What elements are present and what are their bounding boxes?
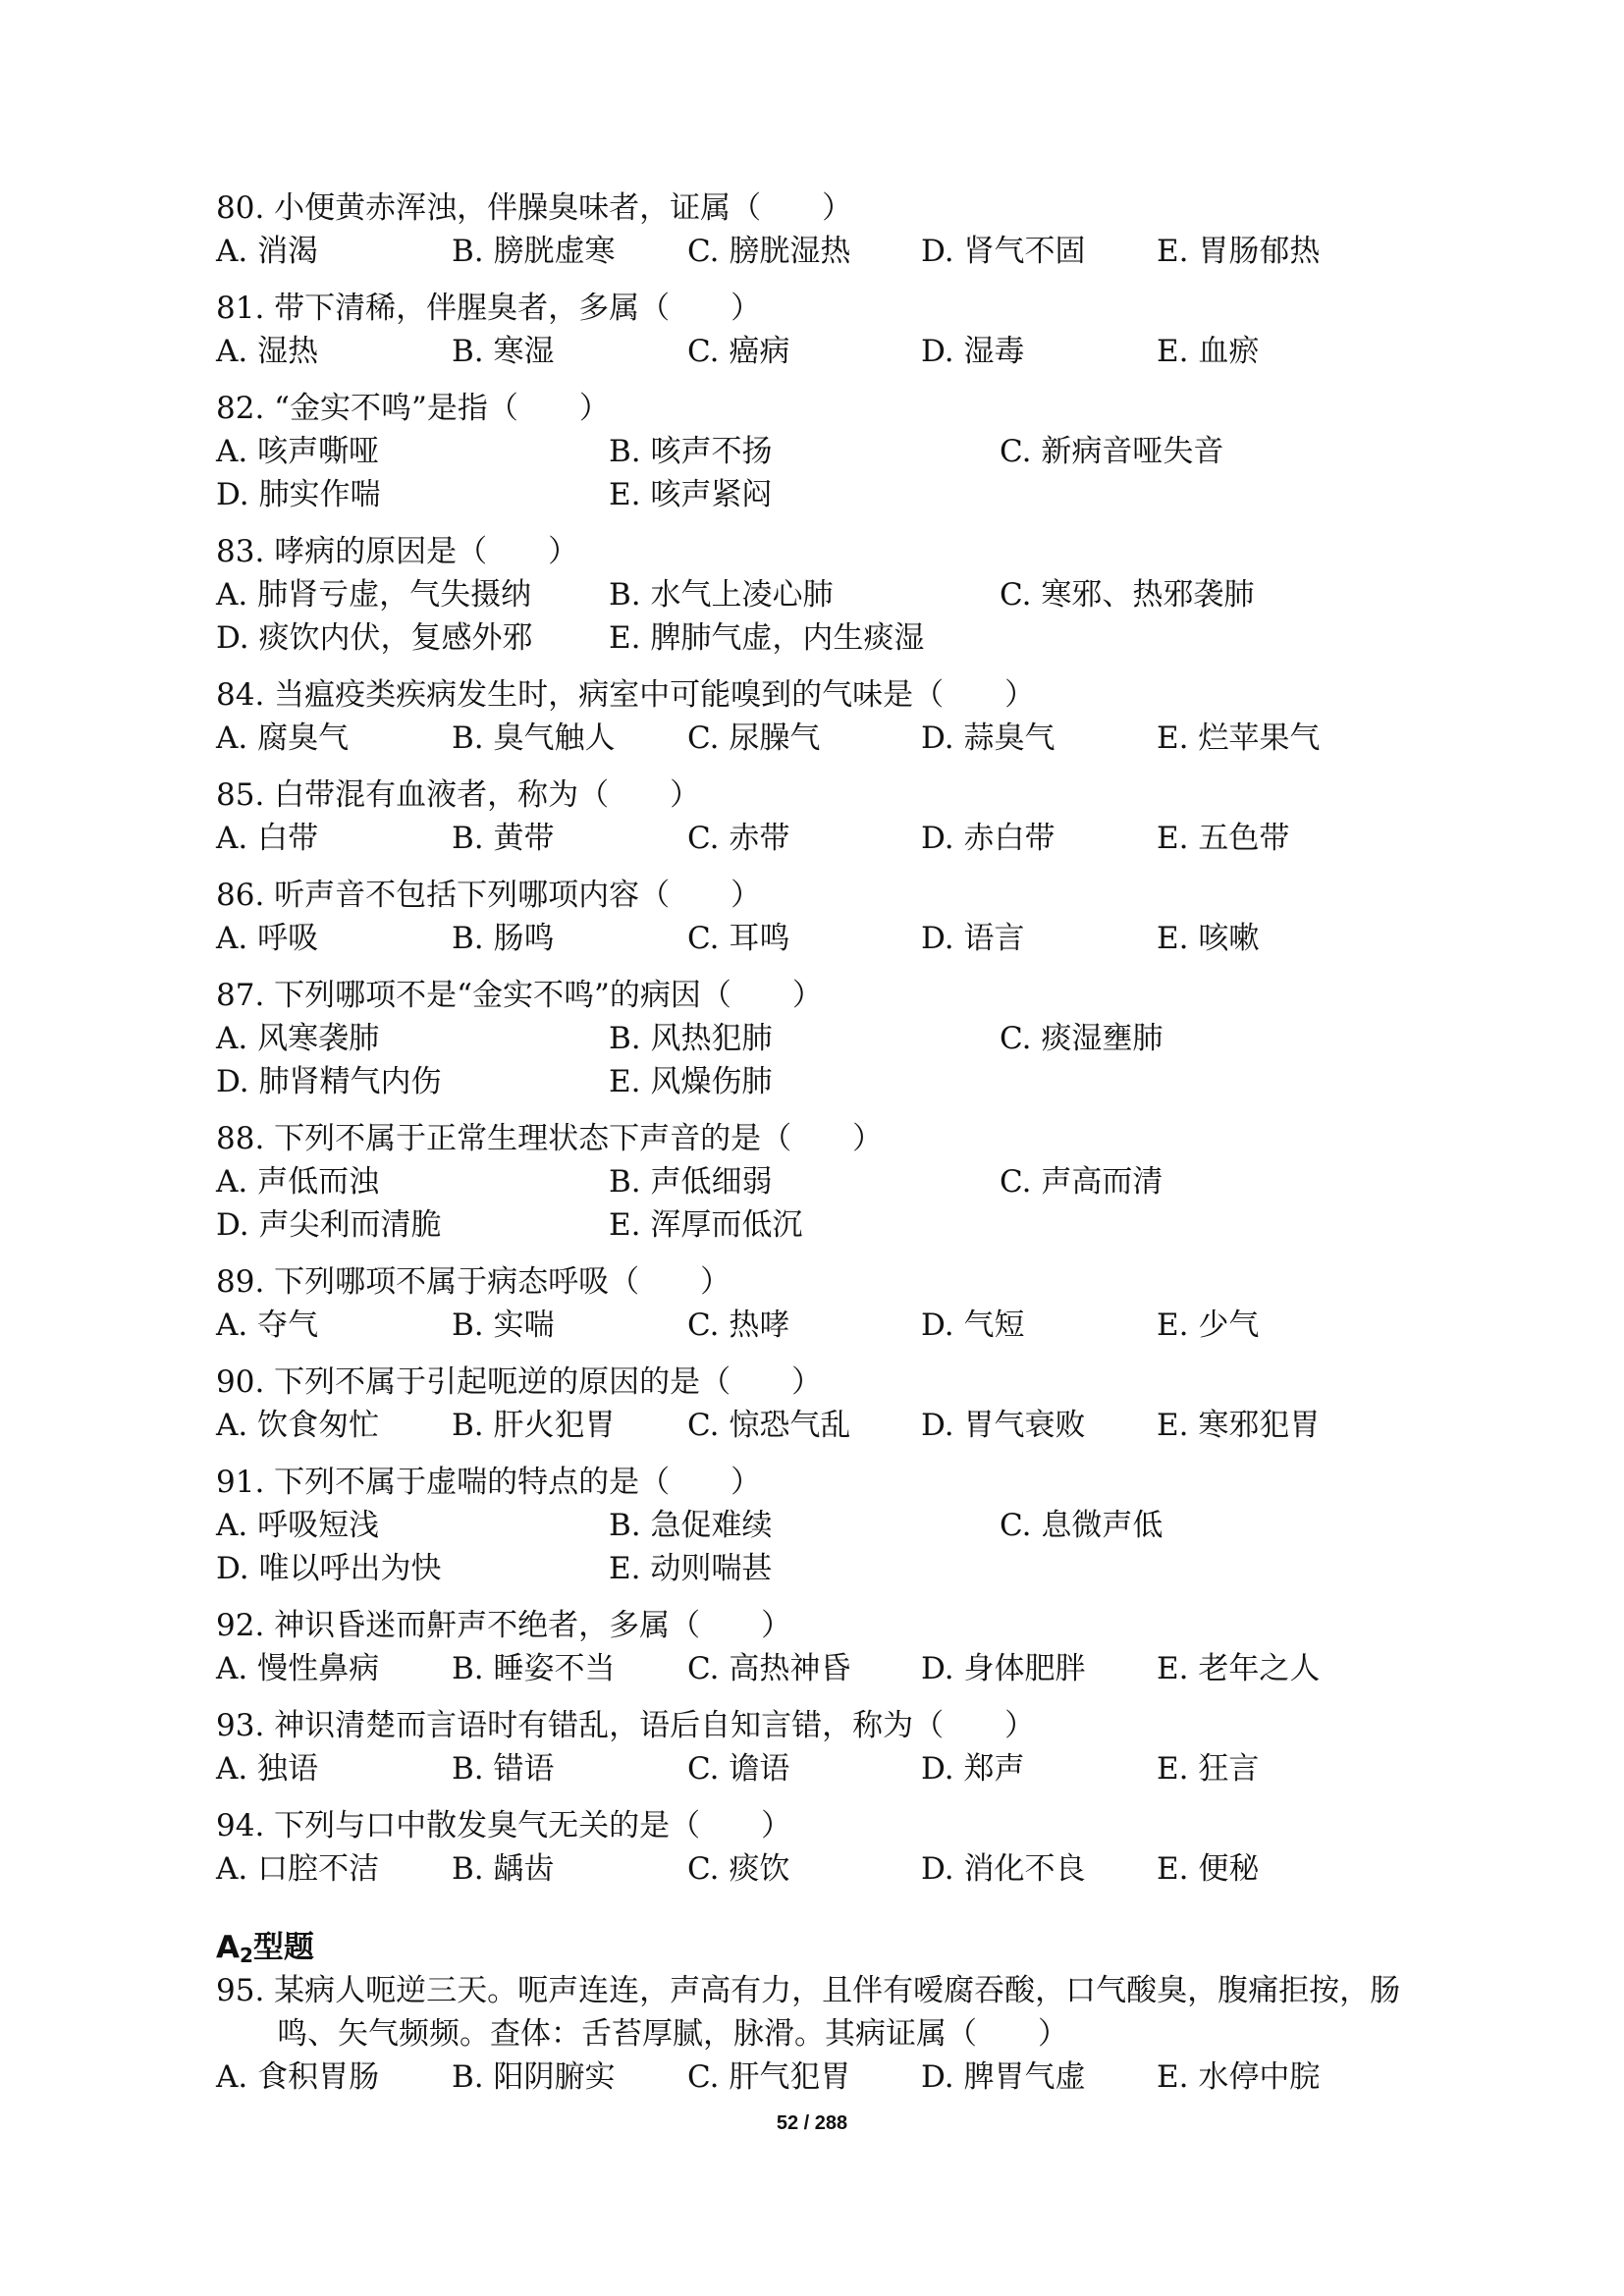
question-80 [216, 187, 1428, 273]
question-stem: 86. 听声音不包括下列哪项内容（ ） [216, 878, 762, 913]
option-b: B. 寒湿 [452, 334, 555, 369]
option-d: D. 郑声 [921, 1751, 1025, 1787]
question-stem: 87. 下列哪项不是“金实不鸣”的病因（ ） [216, 978, 823, 1013]
option-a: A. 肺肾亏虚，气失摄纳 [216, 577, 532, 613]
option-b: B. 睡姿不当 [452, 1651, 616, 1686]
option-e: E. 水停中脘 [1157, 2059, 1321, 2095]
option-b: B. 水气上凌心肺 [609, 577, 834, 613]
option-c: C. 声高而清 [1000, 1164, 1164, 1200]
option-d: D. 肾气不固 [921, 234, 1086, 269]
option-row [216, 1404, 1428, 1447]
option-a: A. 夺气 [216, 1308, 319, 1343]
question-stem: 93. 神识清楚而言语时有错乱，语后自知言错，称为（ ） [216, 1708, 1036, 1743]
option-b: B. 咳声不扬 [609, 434, 773, 469]
question-stem: 81. 带下清稀，伴腥臭者，多属（ ） [216, 291, 762, 326]
option-e: E. 浑厚而低沉 [609, 1207, 803, 1243]
option-d: D. 唯以呼出为快 [216, 1551, 442, 1586]
question-stem: 88. 下列不属于正常生理状态下声音的是（ ） [216, 1121, 884, 1156]
option-e: E. 烂苹果气 [1157, 721, 1321, 756]
option-d: D. 脾胃气虚 [921, 2059, 1086, 2095]
question-stem: 83. 哮病的原因是（ ） [216, 534, 579, 569]
option-row [216, 1647, 1428, 1690]
option-row [216, 1747, 1428, 1790]
option-row [216, 230, 1428, 273]
option-b: B. 错语 [452, 1751, 555, 1787]
option-row [216, 1017, 1428, 1060]
option-c: C. 尿臊气 [687, 721, 821, 756]
option-row [216, 1504, 1428, 1547]
option-c: C. 寒邪、热邪袭肺 [1000, 577, 1255, 613]
option-e: E. 胃肠郁热 [1157, 234, 1321, 269]
question-83 [216, 530, 1428, 660]
option-d: D. 蒜臭气 [921, 721, 1056, 756]
option-a: A. 咳声嘶哑 [216, 434, 380, 469]
option-a: A. 腐臭气 [216, 721, 350, 756]
question-89 [216, 1260, 1428, 1347]
option-d: D. 肺肾精气内伤 [216, 1064, 442, 1099]
option-e: E. 少气 [1157, 1308, 1260, 1343]
option-b: B. 阳阴腑实 [452, 2059, 616, 2095]
question-81 [216, 287, 1428, 373]
option-row [216, 2056, 1428, 2099]
option-c: C. 膀胱湿热 [687, 234, 851, 269]
question-stem: 85. 白带混有血液者，称为（ ） [216, 777, 701, 813]
option-b: B. 黄带 [452, 821, 555, 856]
option-d: D. 胃气衰败 [921, 1408, 1086, 1443]
option-row [216, 1847, 1428, 1891]
option-row [216, 717, 1428, 760]
option-e: E. 狂言 [1157, 1751, 1260, 1787]
option-row [216, 1547, 1428, 1590]
question-93 [216, 1704, 1428, 1790]
option-a: A. 湿热 [216, 334, 319, 369]
section-label-main: A [216, 1930, 240, 1965]
option-row [216, 430, 1428, 473]
section-label-subscript: 2 [240, 1944, 253, 1967]
option-c: C. 肝气犯胃 [687, 2059, 851, 2095]
option-e: E. 五色带 [1157, 821, 1290, 856]
option-a: A. 声低而浊 [216, 1164, 380, 1200]
option-d: D. 赤白带 [921, 821, 1056, 856]
option-row [216, 817, 1428, 860]
question-88 [216, 1117, 1428, 1247]
question-95 [216, 1969, 1428, 2099]
option-d: D. 痰饮内伏，复感外邪 [216, 620, 533, 656]
option-row [216, 616, 1428, 660]
option-a: A. 口腔不洁 [216, 1851, 380, 1887]
option-b: B. 肠鸣 [452, 921, 555, 956]
question-stem: 84. 当瘟疫类疾病发生时，病室中可能嗅到的气味是（ ） [216, 677, 1036, 713]
option-row [216, 330, 1428, 373]
page-number: 52 / 288 [776, 2112, 848, 2134]
question-stem: 82. “金实不鸣”是指（ ） [216, 391, 610, 426]
option-e: E. 便秘 [1157, 1851, 1260, 1887]
question-85 [216, 774, 1428, 860]
option-e: E. 咳声紧闷 [609, 477, 773, 512]
question-stem: 80. 小便黄赤浑浊，伴臊臭味者，证属（ ） [216, 190, 853, 226]
question-90 [216, 1361, 1428, 1447]
option-c: C. 息微声低 [1000, 1508, 1164, 1543]
option-e: E. 血瘀 [1157, 334, 1260, 369]
option-c: C. 高热神昏 [687, 1651, 851, 1686]
question-stem: 90. 下列不属于引起呃逆的原因的是（ ） [216, 1364, 823, 1400]
option-e: E. 动则喘甚 [609, 1551, 773, 1586]
option-d: D. 身体肥胖 [921, 1651, 1086, 1686]
option-b: B. 急促难续 [609, 1508, 773, 1543]
option-c: C. 赤带 [687, 821, 790, 856]
option-e: E. 咳嗽 [1157, 921, 1260, 956]
option-e: E. 风燥伤肺 [609, 1064, 773, 1099]
option-a: A. 消渴 [216, 234, 319, 269]
option-c: C. 新病音哑失音 [1000, 434, 1224, 469]
option-a: A. 呼吸短浅 [216, 1508, 380, 1543]
option-d: D. 湿毒 [921, 334, 1025, 369]
option-c: C. 热哮 [687, 1308, 790, 1343]
question-stem: 91. 下列不属于虚喘的特点的是（ ） [216, 1465, 762, 1500]
option-e: E. 脾肺气虚，内生痰湿 [609, 620, 925, 656]
option-b: B. 实喘 [452, 1308, 555, 1343]
question-92 [216, 1604, 1428, 1690]
option-b: B. 膀胱虚寒 [452, 234, 616, 269]
option-row [216, 1304, 1428, 1347]
option-row [216, 1160, 1428, 1203]
option-d: D. 语言 [921, 921, 1025, 956]
option-b: B. 肝火犯胃 [452, 1408, 616, 1443]
option-a: A. 饮食匆忙 [216, 1408, 380, 1443]
option-b: B. 声低细弱 [609, 1164, 773, 1200]
question-84 [216, 673, 1428, 760]
section-label-rest: 型题 [252, 1930, 314, 1965]
option-a: A. 食积胃肠 [216, 2059, 380, 2095]
question-91 [216, 1461, 1428, 1590]
option-a: A. 风寒袭肺 [216, 1021, 380, 1056]
option-row [216, 1203, 1428, 1247]
question-stem: 89. 下列哪项不属于病态呼吸（ ） [216, 1264, 731, 1300]
option-a: A. 呼吸 [216, 921, 319, 956]
question-82 [216, 387, 1428, 516]
question-86 [216, 874, 1428, 960]
option-d: D. 消化不良 [921, 1851, 1086, 1887]
option-d: D. 气短 [921, 1308, 1025, 1343]
option-c: C. 痰湿壅肺 [1000, 1021, 1164, 1056]
option-row [216, 917, 1428, 960]
option-d: D. 声尖利而清脆 [216, 1207, 442, 1243]
option-a: A. 独语 [216, 1751, 319, 1787]
option-b: B. 风热犯肺 [609, 1021, 773, 1056]
option-c: C. 耳鸣 [687, 921, 790, 956]
option-c: C. 痰饮 [687, 1851, 790, 1887]
question-stem: 92. 神识昏迷而鼾声不绝者，多属（ ） [216, 1608, 792, 1643]
option-a: A. 慢性鼻病 [216, 1651, 380, 1686]
option-b: B. 臭气触人 [452, 721, 616, 756]
question-stem: 94. 下列与口中散发臭气无关的是（ ） [216, 1808, 792, 1843]
option-c: C. 癌病 [687, 334, 790, 369]
question-87 [216, 974, 1428, 1103]
option-a: A. 白带 [216, 821, 319, 856]
option-b: B. 龋齿 [452, 1851, 555, 1887]
option-e: E. 老年之人 [1157, 1651, 1321, 1686]
option-row [216, 1060, 1428, 1103]
option-c: C. 谵语 [687, 1751, 790, 1787]
question-94 [216, 1804, 1428, 1891]
option-d: D. 肺实作喘 [216, 477, 381, 512]
option-c: C. 惊恐气乱 [687, 1408, 851, 1443]
option-row [216, 573, 1428, 616]
option-e: E. 寒邪犯胃 [1157, 1408, 1321, 1443]
question-stem: 95. 某病人呃逆三天。呃声连连，声高有力，且伴有嗳腐吞酸，口气酸臭，腹痛拒按，肠鸣、矢气频频。查体：舌苔厚腻，脉滑。其病证属（ ） [216, 1973, 1401, 2052]
option-row [216, 473, 1428, 516]
